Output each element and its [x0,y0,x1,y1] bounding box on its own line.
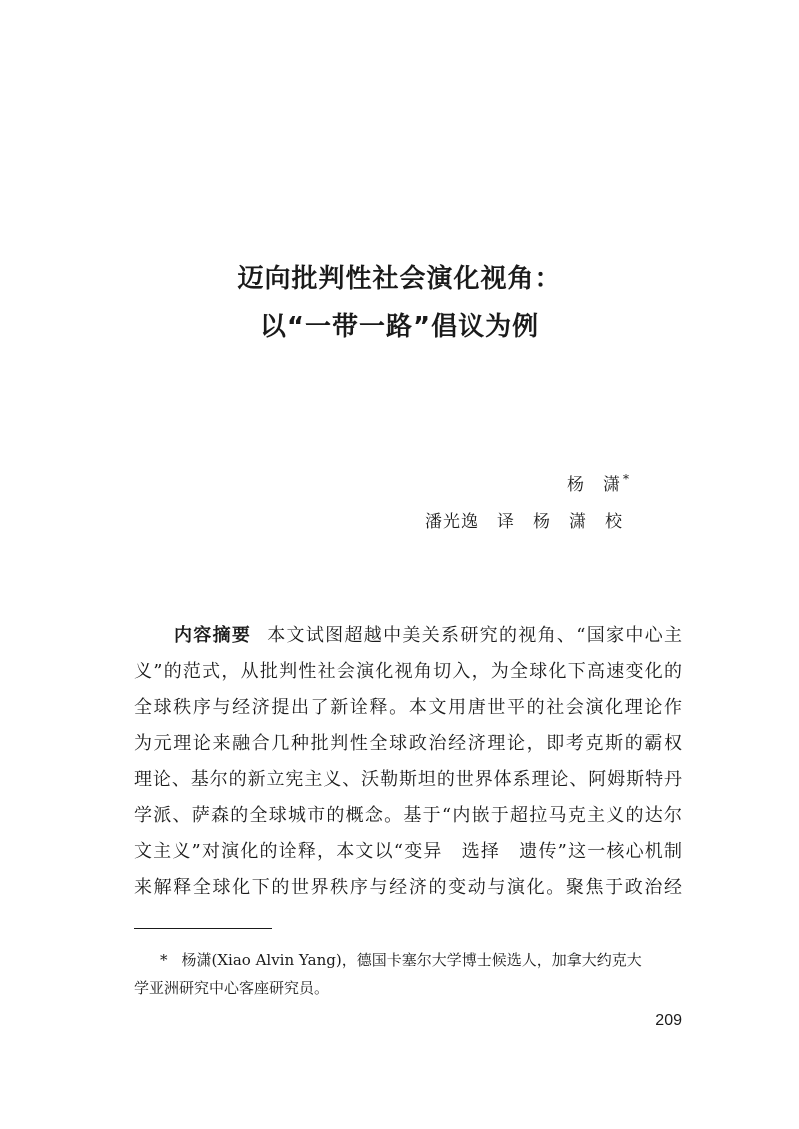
article-title-line-2: 以“一带一路”倡议为例 [259,312,540,342]
article-title-line-1: 迈向批判性社会演化视角： [237,264,562,294]
translator-byline: 潘光逸 译 杨 潇 校 [425,512,623,532]
abstract-line [134,618,682,654]
abstract-text: 本文试图超越中美关系研究的视角、“国家中心主 [267,625,682,646]
abstract-line: 为元理论来融合几种批判性全球政治经济理论，即考克斯的霸权 [134,733,682,754]
footnote [134,946,682,1002]
abstract-line: 文主义”对演化的诠释，本文以“变异 选择 遗传”这一核心机制 [134,841,682,862]
author-name: 杨 潇 [567,475,621,495]
abstract-line: 理论、基尔的新立宪主义、沃勒斯坦的世界体系理论、阿姆斯特丹 [134,769,682,790]
footnote-mark: * [160,951,168,969]
abstract-label: 内容摘要 [174,625,252,646]
footnote-divider [134,928,272,929]
footnote-line: 学亚洲研究中心客座研究员。 [134,979,330,997]
page-number: 209 [655,1012,682,1029]
footnote-line [134,946,682,974]
author-footnote-mark: * [623,472,630,487]
author-byline [567,470,630,495]
abstract-line: 学派、萨森的全球城市的概念。基于“内嵌于超拉马克主义的达尔 [134,805,682,826]
abstract-line: 义”的范式，从批判性社会演化视角切入，为全球化下高速变化的 [134,661,682,682]
abstract [134,618,682,906]
abstract-line: 全球秩序与经济提出了新诠释。本文用唐世平的社会演化理论作 [134,697,682,718]
abstract-line: 来解释全球化下的世界秩序与经济的变动与演化。聚焦于政治经 [134,877,682,898]
footnote-text: 杨潇(Xiao Alvin Yang)，德国卡塞尔大学博士候选人，加拿大约克大 [181,951,642,969]
